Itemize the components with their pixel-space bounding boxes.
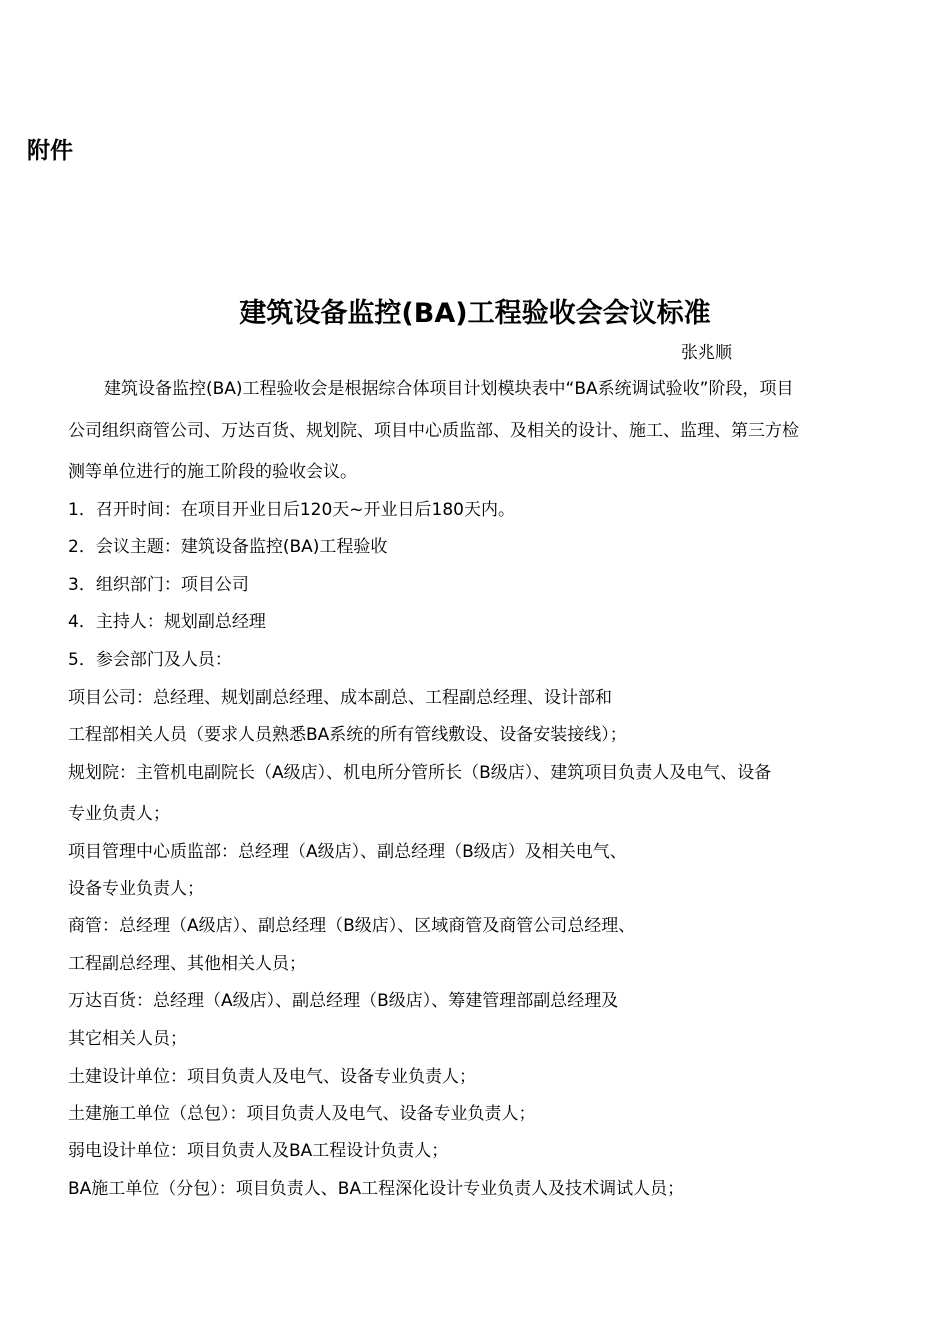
attachment-label: 附件 xyxy=(27,138,73,164)
attendee-line: 土建施工单位（总包）：项目负责人及电气、设备专业负责人； xyxy=(68,1104,536,1124)
attendee-line: 土建设计单位：项目负责人及电气、设备专业负责人； xyxy=(68,1067,476,1087)
attendee-line: 弱电设计单位：项目负责人及BA工程设计负责人； xyxy=(68,1141,449,1161)
meeting-item: 1．召开时间：在项目开业日后120天~开业日后180天内。 xyxy=(68,500,515,520)
meeting-item: 4．主持人：规划副总经理 xyxy=(68,612,266,632)
attendee-line: 项目公司：总经理、规划副总经理、成本副总、工程副总经理、设计部和 xyxy=(68,688,612,708)
attendee-line: 商管：总经理（A级店）、副总经理（B级店）、区域商管及商管公司总经理、 xyxy=(68,916,636,936)
intro-line: 公司组织商管公司、万达百货、规划院、项目中心质监部、及相关的设计、施工、监理、第三方检 xyxy=(68,421,799,441)
attendee-line: 万达百货：总经理（A级店）、副总经理（B级店）、筹建管理部副总经理及 xyxy=(68,991,619,1011)
attendee-line: 项目管理中心质监部：总经理（A级店）、副总经理（B级店）及相关电气、 xyxy=(68,842,627,862)
meeting-item: 5．参会部门及人员： xyxy=(68,650,232,670)
attendee-line: 设备专业负责人； xyxy=(68,879,204,899)
intro-line: 测等单位进行的施工阶段的验收会议。 xyxy=(68,462,357,482)
attendee-line: 工程副总经理、其他相关人员； xyxy=(68,954,306,974)
document-title: 建筑设备监控(BA)工程验收会会议标准 xyxy=(239,298,711,329)
attendee-line: 规划院：主管机电副院长（A级店）、机电所分管所长（B级店）、建筑项目负责人及电气、设备 xyxy=(68,763,772,783)
attendee-line: 其它相关人员； xyxy=(68,1029,187,1049)
meeting-item: 3．组织部门：项目公司 xyxy=(68,575,249,595)
author-name: 张兆顺 xyxy=(681,343,732,363)
intro-line: 建筑设备监控(BA)工程验收会是根据综合体项目计划模块表中“BA系统调试验收”阶段，项目 xyxy=(104,379,794,399)
meeting-item: 2．会议主题：建筑设备监控(BA)工程验收 xyxy=(68,537,388,557)
attendee-line: 专业负责人； xyxy=(68,804,170,824)
attendee-line: BA施工单位（分包）：项目负责人、BA工程深化设计专业负责人及技术调试人员； xyxy=(68,1179,685,1199)
attendee-line: 工程部相关人员（要求人员熟悉BA系统的所有管线敷设、设备安装接线）； xyxy=(68,725,627,745)
